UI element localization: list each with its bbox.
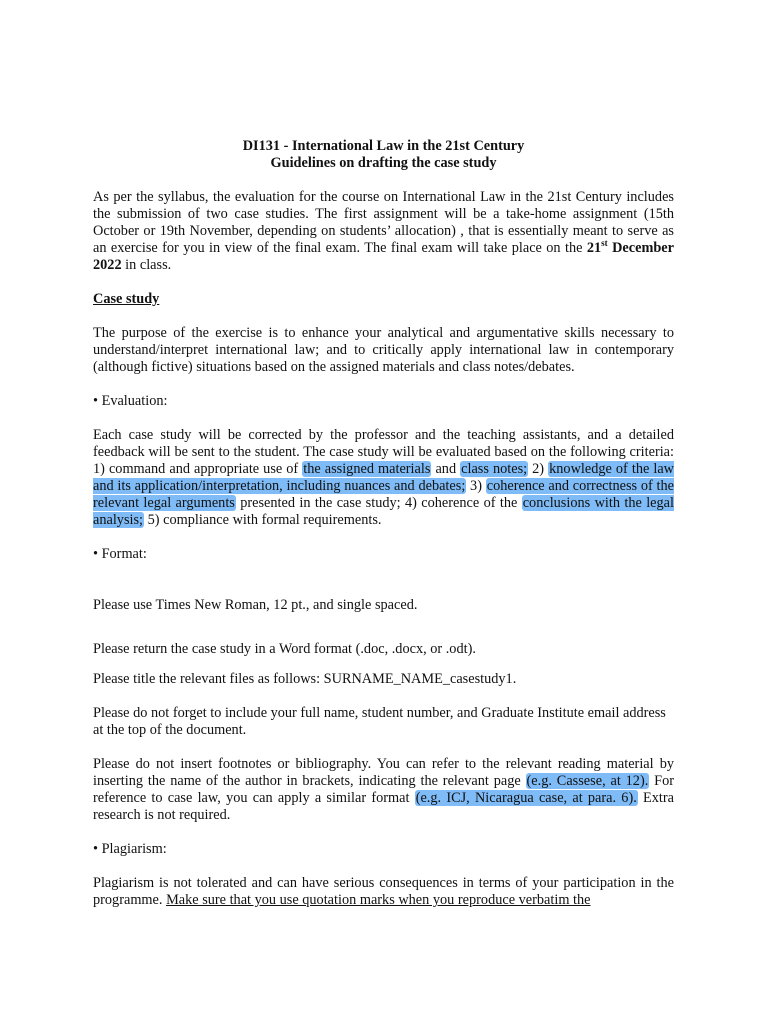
document-title: DI131 - International Law in the 21st Century <box>242 138 525 154</box>
plagiarism-underlined-text: Make sure that you use quotation marks when you reproduce verbatim the <box>166 892 591 908</box>
highlight-icj-example: (e.g. ICJ, Nicaragua case, at para. 6). <box>415 790 637 806</box>
footnotes-paragraph: Please do not insert footnotes or bibliography. You can refer to the relevant reading material by inserting the name of the author in brackets, indicating the relevant page (e.g. Cassese, at 12). For reference to case law, you can apply a similar format (e.g. ICJ, Nicaragua case, at para. 6). Extra research is not required. <box>93 756 675 823</box>
evaluation-paragraph: Each case study will be corrected by the professor and the teaching assistants, and a detailed feedback will be sent to the student. The case study will be evaluated based on the following criteria: 1) command and appropriate use of the assigned materials and class notes; 2) knowledge of the law and its application/interpretation, including nuances and debates; 3) coherence and correctness of the relevant legal arguments presented in the case study; 4) coherence of the conclusions with the legal analysis; 5) compliance with formal requirements. <box>93 427 674 528</box>
format-heading: • Format: <box>93 546 147 562</box>
exam-date-rest: December 2022 <box>93 240 674 273</box>
highlight-assigned-materials: the assigned materials <box>303 461 431 477</box>
purpose-paragraph: The purpose of the exercise is to enhance your analytical and argumentative skills necessary to understand/interpret international law; and to critically apply international law in contemporary (although fictive) situations based on the assigned materials and class notes/debates. <box>93 325 674 375</box>
exam-date-suffix: st <box>601 238 608 249</box>
highlight-class-notes: class notes; <box>461 461 528 477</box>
highlight-cassese-example: (e.g. Cassese, at 12). <box>526 773 649 789</box>
format-word-line: Please return the case study in a Word format (.doc, .docx, or .odt). <box>93 641 476 657</box>
highlight-knowledge-of-law: knowledge of the law and its application/interpretation, including nuances and debates; <box>93 461 674 494</box>
document-subtitle: Guidelines on drafting the case study <box>270 155 497 171</box>
format-font-line: Please use Times New Roman, 12 pt., and single spaced. <box>93 597 418 613</box>
case-study-heading: Case study <box>93 291 160 307</box>
highlight-coherence: coherence and correctness of the relevant legal arguments <box>93 478 674 511</box>
plagiarism-heading: • Plagiarism: <box>93 841 167 857</box>
format-files-line: Please title the relevant files as follows: SURNAME_NAME_casestudy1. <box>93 671 517 687</box>
format-name-line: Please do not forget to include your full name, student number, and Graduate Institute email address at the top of the document. <box>93 705 666 738</box>
highlight-conclusions: conclusions with the legal analysis; <box>93 495 674 528</box>
exam-date-day: 21 <box>586 240 602 256</box>
evaluation-heading: • Evaluation: <box>93 393 168 409</box>
intro-paragraph: As per the syllabus, the evaluation for the course on International Law in the 21st Century includes the submission of two case studies. The first assignment will be a take-home assignment (15th October or 19th November, depending on students’ allocation) , that is essentially meant to serve as an exercise for you in view of the final exam. The final exam will take place on the 21st December 2022 in class. <box>93 189 674 273</box>
plagiarism-paragraph: Plagiarism is not tolerated and can have serious consequences in terms of your participation in the programme. Make sure that you use quotation marks when you reproduce verbatim the <box>93 875 674 908</box>
